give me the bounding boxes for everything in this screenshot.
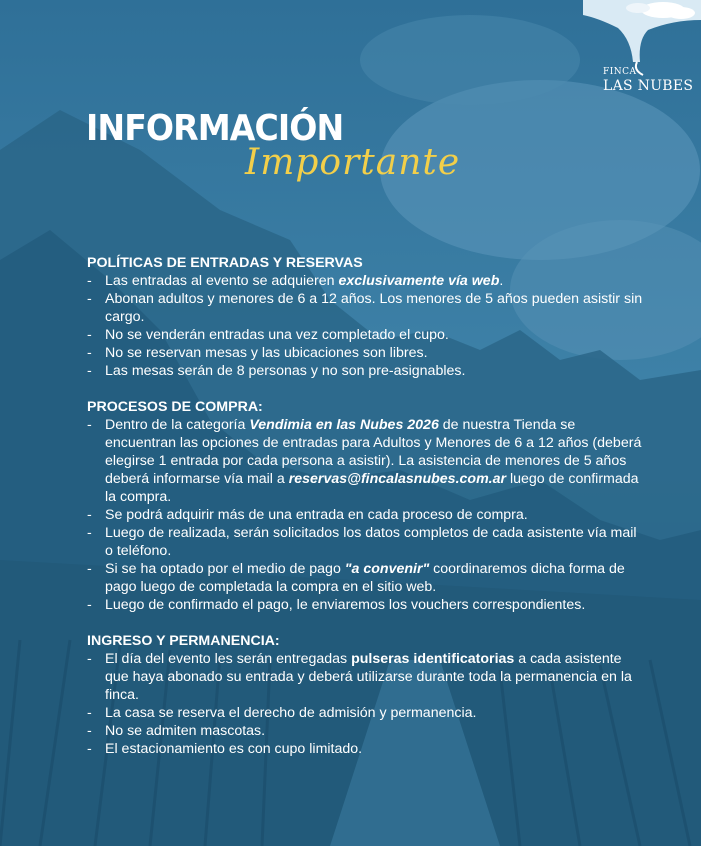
list-item: - Las entradas al evento se adquieren exclusivamente vía web. bbox=[87, 272, 647, 290]
info-content bbox=[87, 254, 647, 776]
list-item: - Luego de realizada, serán solicitados los datos completos de cada asistente vía mail o teléfono. bbox=[87, 524, 647, 560]
section-compra bbox=[87, 398, 647, 614]
list-item: - Se podrá adquirir más de una entrada en cada proceso de compra. bbox=[87, 506, 647, 524]
list-item: - No se reservan mesas y las ubicaciones son libres. bbox=[87, 344, 647, 362]
list-item: - Dentro de la categoría Vendimia en las Nubes 2026 de nuestra Tienda se encuentran las opciones de entradas para Adultos y Menores de 6 a 12 años (deberá elegirse 1 entrada por cada persona a asistir). La asistencia de menores de 5 años deberá informarse vía mail a reservas@fincalasnubes.com.ar luego de confirmada la compra. bbox=[87, 416, 647, 506]
email-link: reservas@fincalasnubes.com.ar bbox=[288, 471, 507, 487]
bullet-list bbox=[87, 650, 647, 758]
section-politicas bbox=[87, 254, 647, 380]
section-heading: POLÍTICAS DE ENTRADAS Y RESERVAS bbox=[87, 255, 363, 271]
list-item: - El día del evento les serán entregadas pulseras identificatorias a cada asistente que haya abonado su entrada y deberá utilizarse durante toda la permanencia en la finca. bbox=[87, 650, 647, 704]
bullet-list bbox=[87, 416, 647, 614]
list-item: - Si se ha optado por el medio de pago "a convenir" coordinaremos dicha forma de pago luego de completada la compra en el sitio web. bbox=[87, 560, 647, 596]
list-item: - Abonan adultos y menores de 6 a 12 años. Los menores de 5 años pueden asistir sin cargo. bbox=[87, 290, 647, 326]
list-item: - El estacionamiento es con cupo limitado. bbox=[87, 740, 647, 758]
list-item: - No se admiten mascotas. bbox=[87, 722, 647, 740]
page-subtitle-script: Importante bbox=[245, 142, 461, 183]
list-item: - La casa se reserva el derecho de admisión y permanencia. bbox=[87, 704, 647, 722]
logo-finca-text: FINCA bbox=[603, 67, 637, 77]
list-item: - Las mesas serán de 8 personas y no son pre-asignables. bbox=[87, 362, 647, 380]
list-item: - No se venderán entradas una vez completado el cupo. bbox=[87, 326, 647, 344]
page-title: INFORMACIÓN bbox=[86, 108, 344, 149]
logo-name-text: LAS NUBES bbox=[603, 78, 694, 94]
bullet-list bbox=[87, 272, 647, 380]
section-heading: PROCESOS DE COMPRA: bbox=[87, 399, 263, 415]
section-heading: INGRESO Y PERMANENCIA: bbox=[87, 633, 280, 649]
section-ingreso bbox=[87, 632, 647, 758]
list-item: - Luego de confirmado el pago, le enviaremos los vouchers correspondientes. bbox=[87, 596, 647, 614]
